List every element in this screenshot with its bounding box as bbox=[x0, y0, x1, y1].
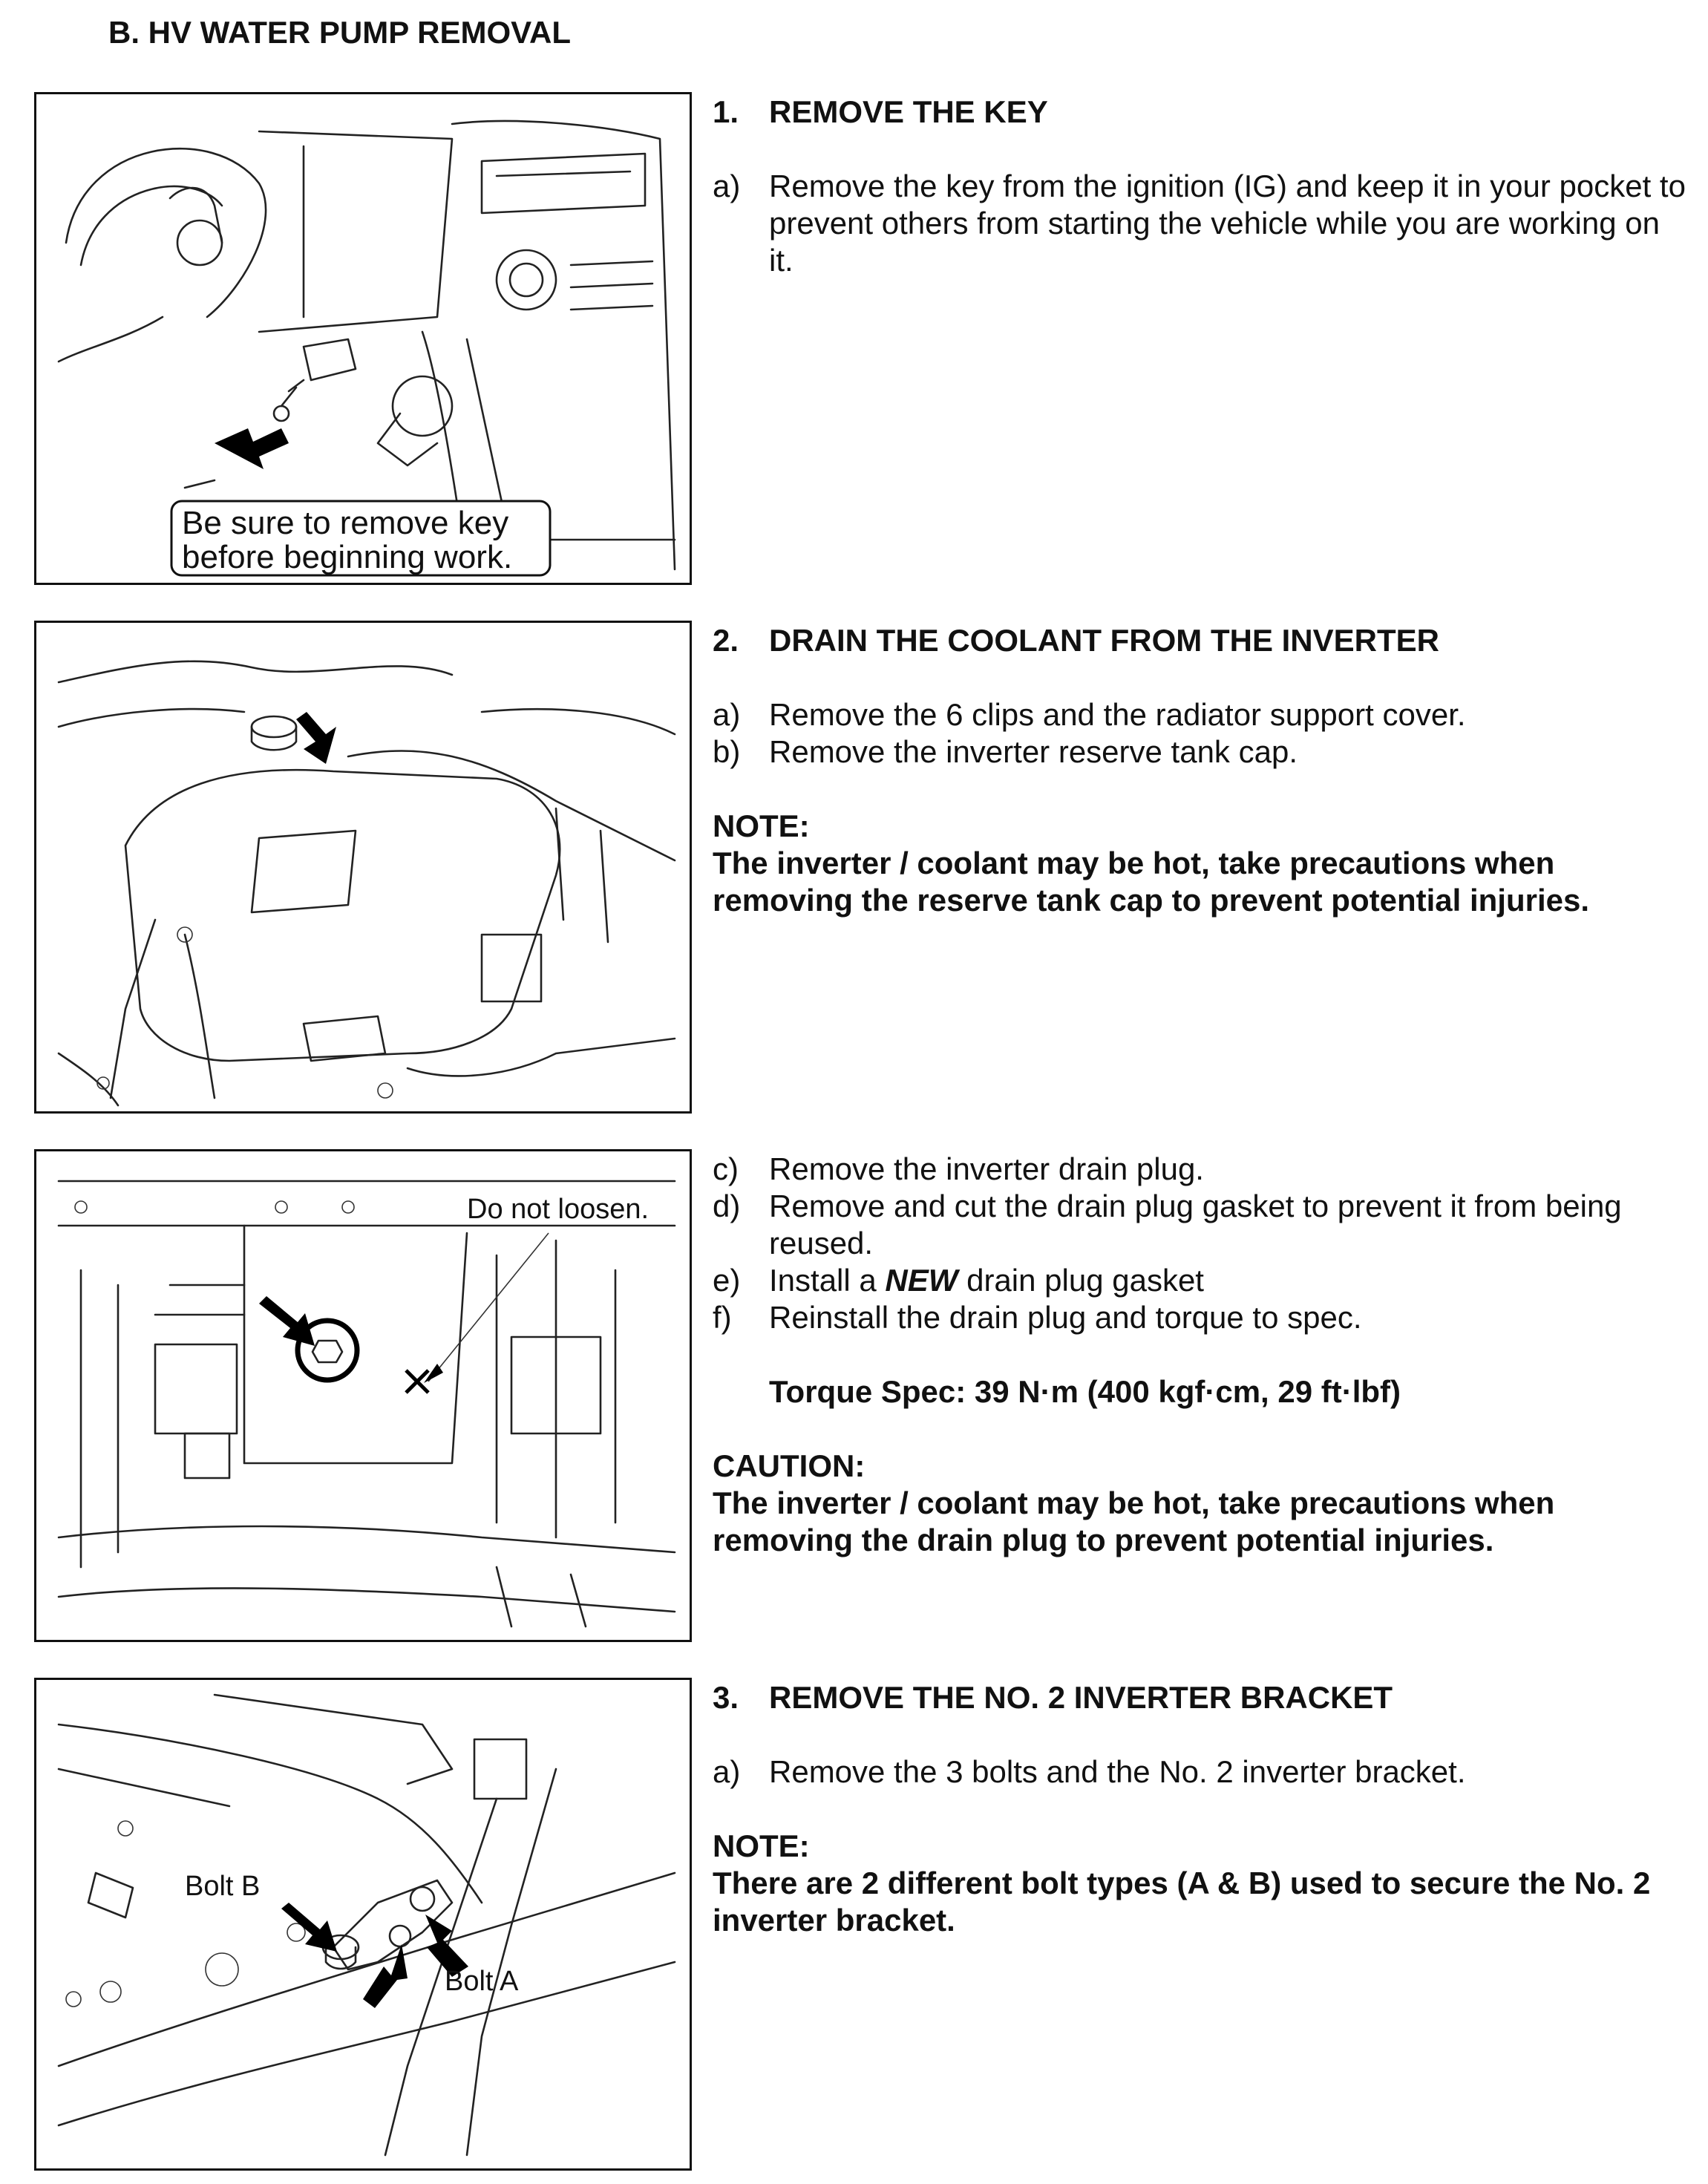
step3-a-letter: a) bbox=[713, 1754, 741, 1789]
do-not-loosen-label: Do not loosen. bbox=[467, 1194, 650, 1225]
step2-item-c bbox=[713, 1151, 1692, 1188]
caution-body: The inverter / coolant may be hot, take precautions when removing the drain plug to prevent potential injuries. bbox=[713, 1485, 1555, 1557]
step1-a-text: Remove the key from the ignition (IG) and keep it in your pocket to prevent others from starting the vehicle while you are working on it. bbox=[769, 169, 1686, 278]
step2-note-body: The inverter / coolant may be hot, take precautions when removing the reserve tank cap to prevent potential injuries. bbox=[713, 846, 1590, 918]
step3-note-body: There are 2 different bolt types (A & B) used to secure the No. 2 inverter bracket. bbox=[713, 1866, 1651, 1938]
key-callout-line2: before beginning work. bbox=[182, 539, 513, 575]
step2-a-letter: a) bbox=[713, 697, 741, 732]
step2-e-pre: Install a bbox=[769, 1263, 886, 1298]
step1-a-letter: a) bbox=[713, 169, 741, 203]
step2-continued-block bbox=[713, 1151, 1692, 1559]
bolt-a-label: Bolt A bbox=[445, 1966, 519, 1997]
bolt-b-label: Bolt B bbox=[185, 1871, 261, 1902]
step2-e-post: drain plug gasket bbox=[958, 1263, 1204, 1298]
step1-title: REMOVE THE KEY bbox=[769, 94, 1048, 129]
step2-e-letter: e) bbox=[713, 1263, 741, 1298]
step2-heading bbox=[713, 622, 1692, 659]
step2-note-heading: NOTE: bbox=[713, 808, 810, 843]
step3-block bbox=[713, 1679, 1692, 1939]
step3-number: 3. bbox=[713, 1680, 739, 1715]
step3-item-a bbox=[713, 1753, 1692, 1791]
step2-item-f bbox=[713, 1299, 1692, 1336]
step1-number: 1. bbox=[713, 94, 739, 129]
step2-f-letter: f) bbox=[713, 1300, 732, 1335]
step2-block bbox=[713, 622, 1692, 919]
key-removal-illustration bbox=[34, 92, 692, 585]
step3-a-text: Remove the 3 bolts and the No. 2 inverter bracket. bbox=[769, 1754, 1466, 1789]
step2-c-letter: c) bbox=[713, 1151, 739, 1186]
section-title: B. HV WATER PUMP REMOVAL bbox=[108, 15, 572, 50]
step2-c-text: Remove the inverter drain plug. bbox=[769, 1151, 1204, 1186]
step3-heading bbox=[713, 1679, 1692, 1716]
inverter-bracket-illustration bbox=[34, 1678, 692, 2171]
step2-number: 2. bbox=[713, 623, 739, 658]
step2-b-text: Remove the inverter reserve tank cap. bbox=[769, 734, 1298, 769]
step1-heading bbox=[713, 94, 1692, 131]
step2-d-letter: d) bbox=[713, 1189, 741, 1223]
step3-title: REMOVE THE NO. 2 INVERTER BRACKET bbox=[769, 1680, 1393, 1715]
step2-b-letter: b) bbox=[713, 734, 741, 769]
step2-f-text: Reinstall the drain plug and torque to spec. bbox=[769, 1300, 1362, 1335]
torque-spec: Torque Spec: 39 N·m (400 kgf·cm, 29 ft·lbf) bbox=[769, 1374, 1401, 1409]
caution-heading: CAUTION: bbox=[713, 1448, 866, 1483]
step3-note-heading: NOTE: bbox=[713, 1828, 810, 1863]
step1-item-a bbox=[713, 168, 1692, 279]
step2-d-text: Remove and cut the drain plug gasket to prevent it from being reused. bbox=[769, 1189, 1622, 1261]
step2-item-a bbox=[713, 696, 1692, 733]
step1-block bbox=[713, 94, 1692, 279]
step2-item-d bbox=[713, 1188, 1692, 1262]
reserve-tank-cap-illustration bbox=[34, 621, 692, 1114]
step2-e-text bbox=[769, 1262, 1692, 1299]
step2-e-emphasis: NEW bbox=[885, 1263, 958, 1298]
step2-title: DRAIN THE COOLANT FROM THE INVERTER bbox=[769, 623, 1439, 658]
key-callout-line1: Be sure to remove key bbox=[182, 505, 509, 541]
drain-plug-illustration bbox=[34, 1149, 692, 1642]
step2-a-text: Remove the 6 clips and the radiator support cover. bbox=[769, 697, 1466, 732]
step2-item-b bbox=[713, 733, 1692, 771]
step2-item-e bbox=[713, 1262, 1692, 1299]
